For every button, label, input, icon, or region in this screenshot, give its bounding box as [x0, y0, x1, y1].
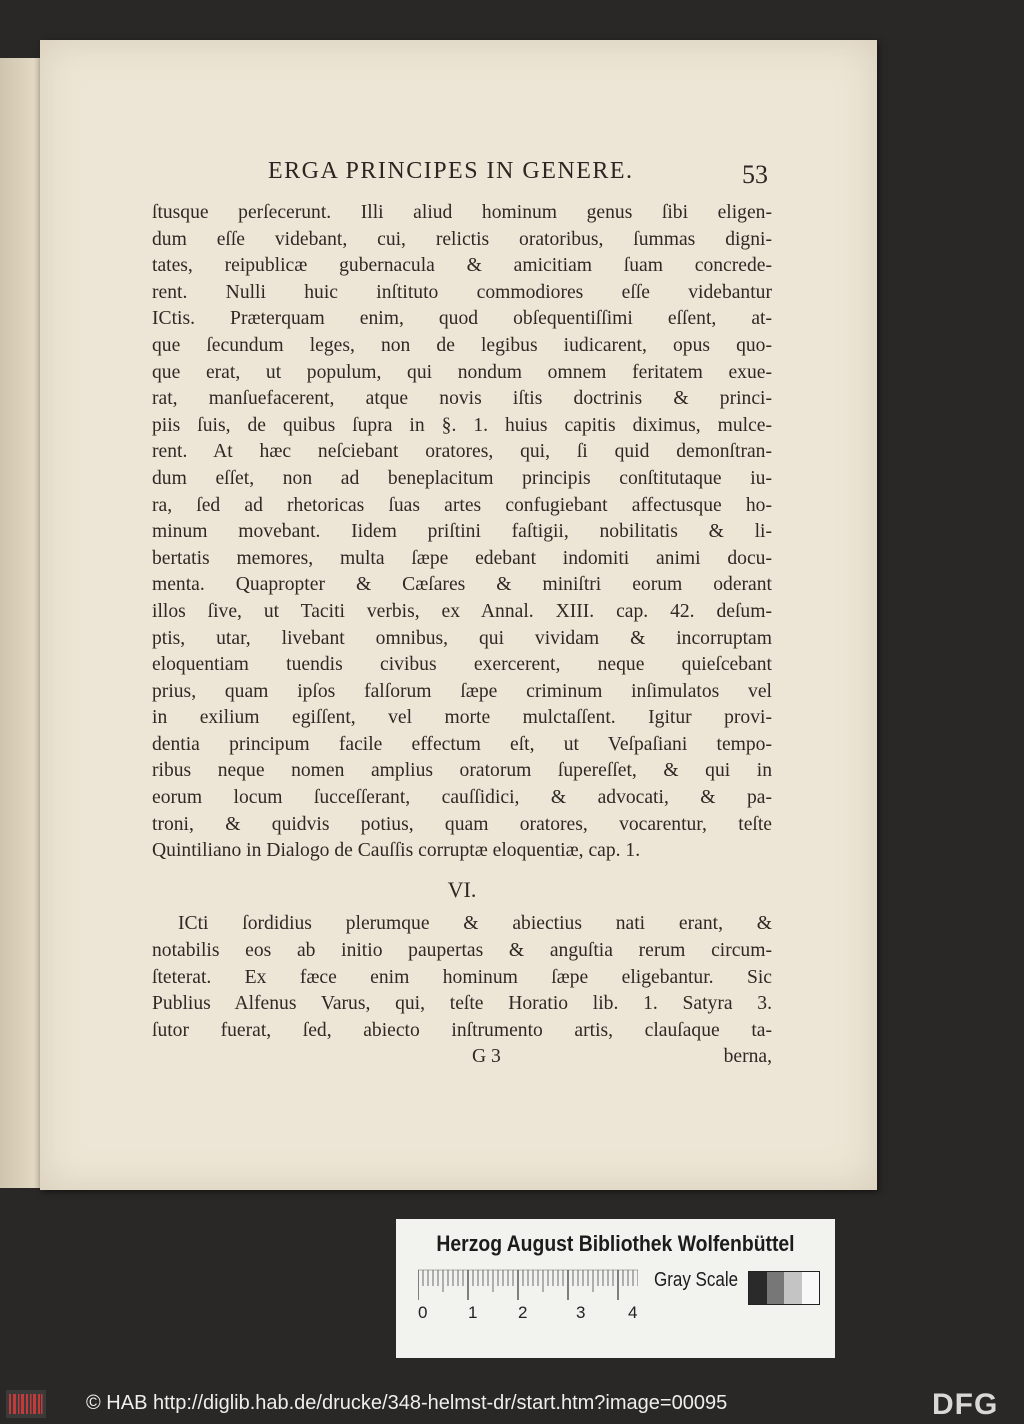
- text-line: dum eſſe videbant, cui, relictis oratoribus, ſummas digni-: [152, 228, 772, 250]
- text-line: rent. At hæc neſciebant oratores, qui, ſi quid demonſtran-: [152, 441, 772, 463]
- text-line: tates, reipublicæ gubernacula & amicitiam ſuam concrede-: [152, 255, 772, 277]
- gray-swatch: [749, 1272, 767, 1304]
- ruler-number: 1: [468, 1303, 478, 1322]
- page-header: [40, 152, 877, 192]
- barcode-icon: [6, 1390, 46, 1418]
- ruler-number: 2: [518, 1303, 528, 1322]
- catchword: berna,: [723, 1046, 772, 1068]
- text-line: minum movebant. Iidem priſtini faſtigii, nobilitatis & li-: [152, 521, 772, 543]
- text-line: bertatis memores, multa ſæpe edebant indomiti animi docu-: [152, 547, 772, 569]
- text-line: rent. Nulli huic inſtituto commodiores eſſe videbantur: [152, 281, 772, 303]
- page-number: 53: [742, 160, 768, 189]
- text-line: dentia principum facile effectum eſt, ut Veſpaſiani tempo-: [152, 733, 772, 755]
- gray-scale-label: Gray Scale: [654, 1269, 739, 1291]
- text-block: [152, 200, 772, 1074]
- gray-swatch: [802, 1272, 820, 1304]
- library-name: Herzog August Bibliothek Wolfenbüttel: [436, 1231, 795, 1256]
- text-line: ptis, utar, livebant omnibus, qui vividam & incorruptam: [152, 627, 772, 649]
- text-line: troni, & quidvis potius, quam oratores, vocarentur, teſte: [152, 813, 772, 835]
- text-line: eorum locum ſucceſſerant, cauſſidici, & advocati, & pa-: [152, 787, 772, 809]
- text-line: notabilis eos ab initio paupertas & anguſtia rerum circum-: [152, 940, 772, 962]
- text-line: prius, quam ipſos falſorum ſæpe criminum inſimulatos vel: [152, 680, 772, 702]
- text-line: que erat, ut populum, qui nondum omnem feritatem exue-: [152, 361, 772, 383]
- page-foot: [152, 1044, 772, 1074]
- running-head: ERGA PRINCIPES IN GENERE.: [268, 158, 634, 184]
- text-line: ſutor fuerat, ſed, abiecto inſtrumento artis, clauſaque ta-: [152, 1019, 772, 1041]
- section-paragraph: [152, 911, 772, 1044]
- ruler-number: 0: [418, 1303, 428, 1322]
- copyright-link[interactable]: © HAB http://diglib.hab.de/drucke/348-helmst-dr/start.htm?image=00095: [86, 1392, 728, 1414]
- text-line: in exilium egiſſent, vel morte mulctaſſent. Igitur provi-: [152, 707, 772, 729]
- text-line: Quintiliano in Dialogo de Cauſſis corruptæ eloquentiæ, cap. 1.: [152, 840, 641, 862]
- text-line: illos ſive, ut Taciti verbis, ex Annal. XIII. cap. 42. deſum-: [152, 600, 772, 622]
- text-line: rat, manſuefacerent, atque novis iſtis doctrinis & princi-: [152, 388, 772, 410]
- text-line: menta. Quapropter & Cæſares & miniſtri eorum oderant: [152, 574, 772, 596]
- text-line: ICtis. Præterquam enim, quod obſequentiſſimi eſſent, at-: [152, 308, 772, 330]
- signature-mark: G 3: [472, 1046, 501, 1068]
- text-line: ſtusque perſecerunt. Illi aliud hominum genus ſibi eligen-: [152, 202, 772, 223]
- library-color-card: [396, 1219, 835, 1358]
- gray-scale-swatches: [748, 1271, 820, 1305]
- text-line: ra, ſed ad rhetoricas ſuas artes confugiebant affectusque ho-: [152, 494, 772, 516]
- text-line: dum eſſet, non ad beneplacitum principis conſtitutaque iu-: [152, 467, 772, 489]
- dfg-logo: DFG: [932, 1388, 999, 1421]
- text-line: piis ſuis, de quibus ſupra in §. 1. huius capitis diximus, mulce-: [152, 414, 772, 436]
- gray-swatch: [767, 1272, 785, 1304]
- gray-swatch: [784, 1272, 802, 1304]
- ruler-scale: [418, 1268, 638, 1308]
- text-line: ribus neque nomen amplius oratorum ſupereſſet, & qui in: [152, 760, 772, 782]
- ruler-number: 3: [576, 1303, 586, 1322]
- text-line: eloquentiam tuendis civibus exercerent, neque quieſcebant: [152, 654, 772, 676]
- footer-bar: [0, 1388, 1024, 1424]
- section-heading: VI.: [447, 876, 477, 902]
- text-line: que ſecundum leges, non de legibus iudicarent, opus quo-: [152, 334, 772, 356]
- text-line: ſteterat. Ex fæce enim hominum ſæpe eligebantur. Sic: [152, 966, 772, 988]
- ruler-numbers: [418, 1303, 658, 1327]
- text-line: ICti ſordidius plerumque & abiectius nati erant, &: [178, 913, 772, 935]
- text-line: Publius Alfenus Varus, qui, teſte Horatio lib. 1. Satyra 3.: [152, 993, 772, 1015]
- body-paragraph: [152, 200, 772, 865]
- ruler-number: 4: [628, 1303, 638, 1322]
- book-page: [40, 40, 877, 1190]
